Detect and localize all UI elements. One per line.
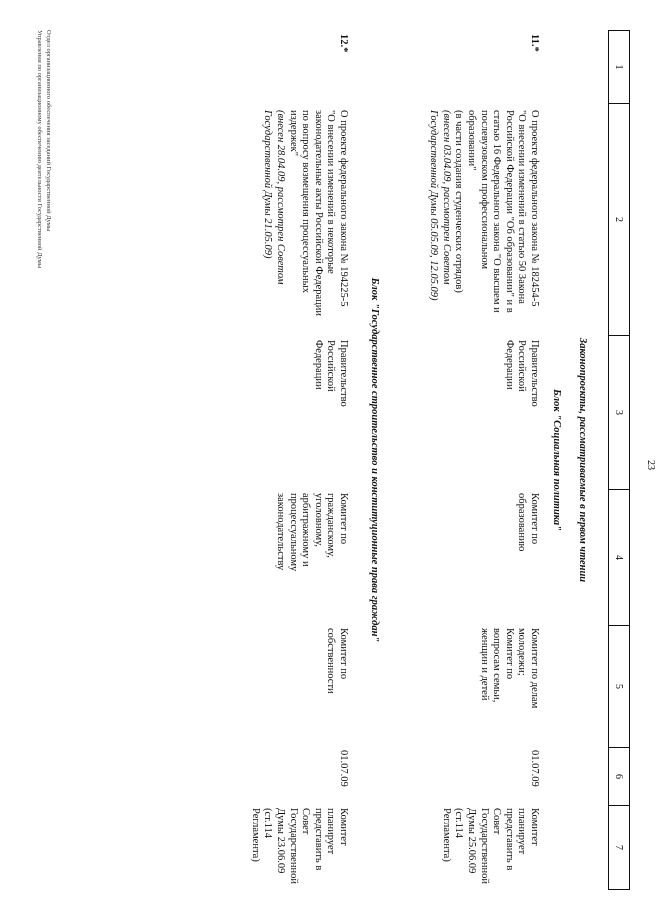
bill-submission-info: (внесен 03.04.09, рассмотрен Советом Государственной Думы 05.05.09, 12.05.09) <box>428 110 452 301</box>
responsible-committee: Комитет по гражданскому, уголовному, арбитражному и процессуальному законодательству <box>275 493 349 572</box>
responsible-committee: Комитет по образованию <box>516 493 540 552</box>
bill-title: О проекте федерального закона № 182454-5 "О внесении изменений в статью 50 Закона Российской Федерации "Об образовании" и в статью 16 Федерального закона "О высшем и послевузовском профессиональном образовании" (в части создания студенческих отрядов) <box>453 110 540 313</box>
bill-title: О проекте федерального закона № 194225-5 "О внесении изменений в некоторые законодательные акты Российской Федерации по вопросу возмещения процессуальных издержек" <box>287 110 349 317</box>
column-number-3: 3 <box>608 336 630 490</box>
note: Комитет планирует представить в Совет Государственной Думы 23.06.09 (ст.114 Регламента) <box>249 808 349 884</box>
column-number-1: 1 <box>608 30 630 104</box>
co-executor-committees: Комитет по делам молодежи; Комитет по вопросам семьи, женщин и детей <box>478 628 540 709</box>
bill-description <box>427 110 540 338</box>
footer-line-2: Управления по организационному обеспечению деятельности Государственной Думы <box>36 30 43 269</box>
column-number-5: 5 <box>608 626 630 748</box>
column-number-7: 7 <box>608 806 630 890</box>
bill-description <box>261 110 349 338</box>
bill-submission-info: (внесен 28.04.09, рассмотрен Советом Государственной Думы 21.05.09) <box>262 110 287 285</box>
rotated-landscape-sheet <box>10 30 656 890</box>
page-number: 23 <box>645 460 656 470</box>
block-title-state-building: Блок "Государственное строительство и конституционные права граждан" <box>369 277 380 643</box>
initiator: Правительство Российской Федерации <box>503 340 540 407</box>
column-number-4: 4 <box>608 490 630 626</box>
column-number-2: 2 <box>608 104 630 336</box>
co-executor-committees: Комитет по собственности <box>325 628 349 694</box>
row-number: 11.* <box>529 34 540 52</box>
date: 01.07.09 <box>338 750 349 787</box>
column-number-6: 6 <box>608 748 630 806</box>
initiator: Правительство Российской Федерации <box>312 340 349 407</box>
footer-line-1: Отдел организационного обеспечения заседаний Государственной Думы <box>45 30 52 232</box>
row-number: 12.* <box>338 34 349 53</box>
date: 01.07.09 <box>529 750 540 787</box>
section-title: Законопроекты, рассматриваемые в первом чтении <box>577 337 588 583</box>
block-title-social-policy: Блок "Социальная политика" <box>551 389 562 531</box>
note: Комитет планирует представить в Совет Государственной Думы 25.06.09 (ст.114 Регламента) <box>440 808 540 884</box>
